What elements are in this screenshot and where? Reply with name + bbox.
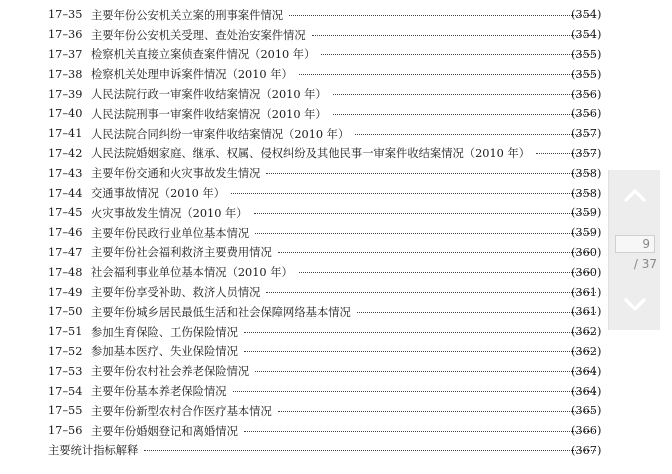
toc-entry-number: 17–38 xyxy=(48,67,83,81)
toc-entry-number: 17–40 xyxy=(48,107,83,121)
dot-leader xyxy=(278,411,596,412)
toc-entry-page: (367) xyxy=(571,443,602,457)
toc-entry-page: (360) xyxy=(571,265,602,279)
toc-entry[interactable] xyxy=(0,302,672,322)
toc-entry-page: (360) xyxy=(571,245,602,259)
toc-entry[interactable] xyxy=(0,342,672,362)
toc-entry-title: 主要年份城乡居民最低生活和社会保障网络基本情况 xyxy=(91,305,351,319)
dot-leader xyxy=(357,312,596,313)
chevron-down-icon xyxy=(624,298,646,312)
toc-entry-number: 17–42 xyxy=(48,146,83,160)
toc-entry[interactable] xyxy=(0,5,672,25)
toc-entry-page: (358) xyxy=(571,186,602,200)
toc-entry-title: 检察机关处理申诉案件情况（2010 年） xyxy=(91,68,293,82)
toc-entry-title: 主要年份新型农村合作医疗基本情况 xyxy=(91,404,272,418)
toc-entry[interactable] xyxy=(0,163,672,183)
toc-entry[interactable] xyxy=(0,421,672,441)
toc-entry-page: (364) xyxy=(571,384,602,398)
toc-entry-number: 17–43 xyxy=(48,166,83,180)
chevron-up-icon xyxy=(624,188,646,202)
dot-leader xyxy=(321,54,596,55)
toc-entry[interactable] xyxy=(0,84,672,104)
total-pages-label: / 37 xyxy=(633,257,657,271)
page-navigator xyxy=(608,170,660,330)
toc-entry-title: 主要统计指标解释 xyxy=(48,444,139,458)
toc-entry-title: 社会福利事业单位基本情况（2010 年） xyxy=(91,266,293,280)
toc-entry-number: 17–55 xyxy=(48,404,83,418)
toc-entry-page: (355) xyxy=(571,67,602,81)
toc-entry-title: 火灾事故发生情况（2010 年） xyxy=(91,206,248,220)
toc-list xyxy=(0,5,672,460)
toc-entry-number: 17–51 xyxy=(48,325,83,339)
toc-entry-page: (355) xyxy=(571,47,602,61)
dot-leader xyxy=(233,391,596,392)
toc-entry-number: 17–47 xyxy=(48,245,83,259)
toc-entry-number: 17–41 xyxy=(48,127,83,141)
toc-entry-title: 主要年份婚姻登记和离婚情况 xyxy=(91,424,238,438)
toc-entry-title: 主要年份基本养老保险情况 xyxy=(91,385,227,399)
toc-entry-title: 主要年份社会福利救济主要费用情况 xyxy=(91,246,272,260)
toc-entry-number: 17–46 xyxy=(48,226,83,240)
toc-entry-page: (364) xyxy=(571,364,602,378)
toc-entry-number: 17–37 xyxy=(48,47,83,61)
toc-entry-number: 17–56 xyxy=(48,424,83,438)
dot-leader xyxy=(333,94,596,95)
toc-entry[interactable] xyxy=(0,124,672,144)
toc-entry-number: 17–45 xyxy=(48,206,83,220)
toc-entry-page: (362) xyxy=(571,344,602,358)
toc-entry-page: (362) xyxy=(571,325,602,339)
toc-entry[interactable] xyxy=(0,64,672,84)
dot-leader xyxy=(333,114,596,115)
toc-entry-number: 17–39 xyxy=(48,87,83,101)
dot-leader xyxy=(255,233,596,234)
toc-entry-page: (354) xyxy=(571,28,602,42)
toc-entry[interactable] xyxy=(0,25,672,45)
dot-leader xyxy=(355,134,596,135)
dot-leader xyxy=(255,371,596,372)
toc-entry-title: 参加生育保险、工伤保险情况 xyxy=(91,325,238,339)
dot-leader xyxy=(289,15,596,16)
toc-entry-number: 17–48 xyxy=(48,265,83,279)
toc-entry-number: 17–53 xyxy=(48,364,83,378)
dot-leader xyxy=(278,252,596,253)
toc-entry-number: 17–52 xyxy=(48,344,83,358)
dot-leader xyxy=(299,272,596,273)
toc-entry[interactable] xyxy=(0,381,672,401)
toc-entry-title: 人民法院行政一审案件收结案情况（2010 年） xyxy=(91,88,327,102)
dot-leader xyxy=(299,74,596,75)
dot-leader xyxy=(244,332,596,333)
toc-entry[interactable] xyxy=(0,441,672,461)
toc-entry-page: (366) xyxy=(571,424,602,438)
toc-entry-number: 17–44 xyxy=(48,186,83,200)
toc-entry[interactable] xyxy=(0,243,672,263)
toc-entry-page: (361) xyxy=(571,305,602,319)
toc-entry-page: (357) xyxy=(571,146,602,160)
toc-entry[interactable] xyxy=(0,401,672,421)
toc-entry-page: (365) xyxy=(571,404,602,418)
toc-entry-title: 人民法院刑事一审案件收结案情况（2010 年） xyxy=(91,107,327,121)
dot-leader xyxy=(244,351,596,352)
toc-entry[interactable] xyxy=(0,322,672,342)
toc-entry-title: 主要年份公安机关立案的刑事案件情况 xyxy=(91,8,284,22)
toc-entry[interactable] xyxy=(0,203,672,223)
previous-page-button[interactable] xyxy=(609,170,660,220)
toc-entry-title: 主要年份民政行业单位基本情况 xyxy=(91,226,250,240)
toc-entry-title: 主要年份农村社会养老保险情况 xyxy=(91,365,250,379)
toc-entry-title: 主要年份交通和火灾事故发生情况 xyxy=(91,167,261,181)
toc-entry-page: (361) xyxy=(571,285,602,299)
toc-entry-title: 主要年份公安机关受理、查处治安案件情况 xyxy=(91,28,306,42)
toc-entry-number: 17–36 xyxy=(48,28,83,42)
toc-entry-number: 17–49 xyxy=(48,285,83,299)
toc-entry[interactable] xyxy=(0,262,672,282)
toc-entry[interactable] xyxy=(0,45,672,65)
toc-entry-page: (358) xyxy=(571,166,602,180)
toc-entry-title: 人民法院婚姻家庭、继承、权属、侵权纠纷及其他民事一审案件收结案情况（2010 年） xyxy=(91,147,531,161)
dot-leader xyxy=(266,173,596,174)
dot-leader xyxy=(266,292,596,293)
dot-leader xyxy=(144,450,596,451)
dot-leader xyxy=(254,213,596,214)
toc-entry-page: (357) xyxy=(571,127,602,141)
toc-entry[interactable] xyxy=(0,144,672,164)
toc-entry[interactable] xyxy=(0,183,672,203)
toc-entry-title: 人民法院合同纠纷一审案件收结案情况（2010 年） xyxy=(91,127,350,141)
toc-entry-title: 检察机关直接立案侦查案件情况（2010 年） xyxy=(91,48,316,62)
toc-entry[interactable] xyxy=(0,282,672,302)
dot-leader xyxy=(312,35,596,36)
toc-entry[interactable] xyxy=(0,361,672,381)
toc-entry-page: (359) xyxy=(571,206,602,220)
toc-entry-title: 参加基本医疗、失业保险情况 xyxy=(91,345,238,359)
toc-entry[interactable] xyxy=(0,223,672,243)
toc-entry-page: (356) xyxy=(571,107,602,121)
toc-entry-page: (359) xyxy=(571,226,602,240)
current-page-input[interactable]: 9 xyxy=(615,235,655,253)
dot-leader xyxy=(244,431,596,432)
page-indicator xyxy=(609,226,660,274)
toc-entry-number: 17–50 xyxy=(48,305,83,319)
toc-entry-title: 交通事故情况（2010 年） xyxy=(91,187,226,201)
dot-leader xyxy=(231,193,596,194)
toc-entry-number: 17–35 xyxy=(48,8,83,22)
toc-entry-page: (356) xyxy=(571,87,602,101)
toc-entry-page: (354) xyxy=(571,8,602,22)
toc-entry-title: 主要年份享受补助、救济人员情况 xyxy=(91,286,261,300)
next-page-button[interactable] xyxy=(609,280,660,330)
toc-entry-number: 17–54 xyxy=(48,384,83,398)
toc-entry[interactable] xyxy=(0,104,672,124)
